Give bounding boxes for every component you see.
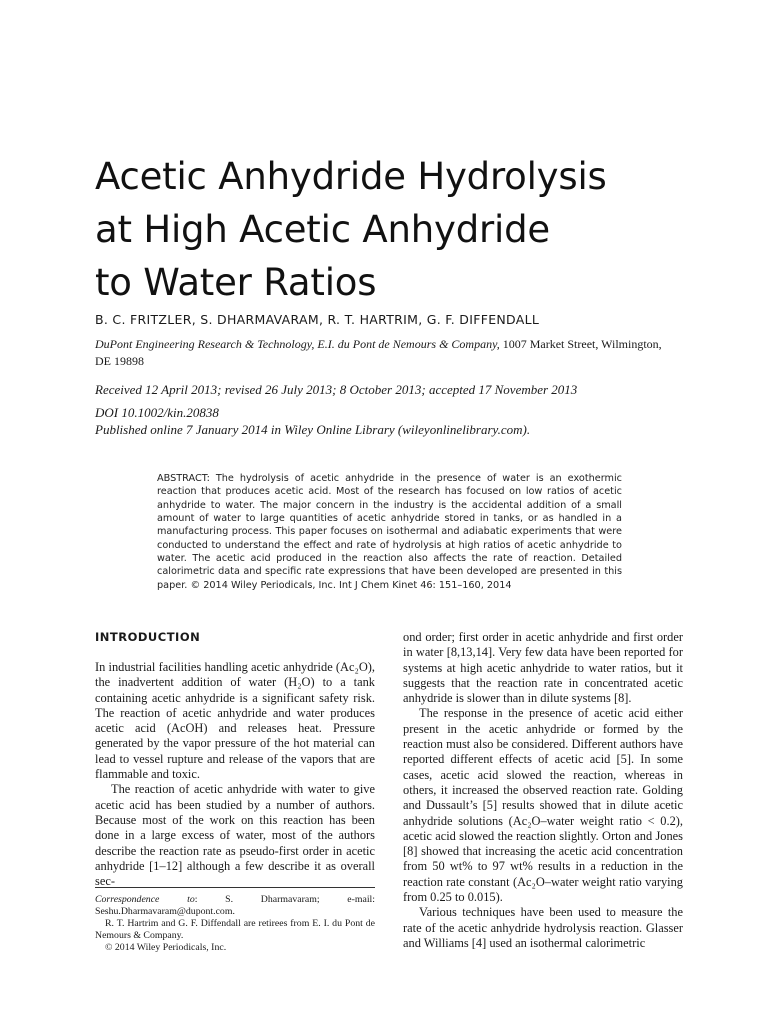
affiliation-institution: DuPont Engineering Research & Technology, E.I. du Pont de Nemours & Company,: [95, 337, 503, 351]
paragraph: In industrial facilities handling acetic anhydride (Ac₂O), the inadvertent addition of water (H₂O) to a tank containing acetic anhydride is a significant safety risk. The reaction of acetic anhydride and water produces acetic acid (AcOH) and releases heat. Pressure generated by the vapor pressure of the hot material can lead to vessel rupture and release of the vapors that are flammable and toxic.: [95, 660, 375, 782]
footnote-retirees: R. T. Hartrim and G. F. Diffendall are retirees from E. I. du Pont de Nemours & Company.: [95, 918, 375, 941]
footnote-copyright: © 2014 Wiley Periodicals, Inc.: [105, 942, 227, 953]
doi: DOI 10.1002/kin.20838: [95, 405, 219, 420]
paragraph: Various techniques have been used to measure the rate of the acetic anhydride hydrolysis reaction. Glasser and Williams [4] used an isothermal calorimetric: [403, 905, 683, 950]
footnotes: [95, 887, 375, 954]
affiliation: [95, 336, 675, 370]
received-dates: Received 12 April 2013; revised 26 July 2013; 8 October 2013; accepted 17 November 2013: [95, 382, 578, 397]
published-online: Published online 7 January 2014 in Wiley Online Library (wileyonlinelibrary.com).: [95, 422, 531, 437]
author-list: B. C. FRITZLER, S. DHARMAVARAM, R. T. HARTRIM, G. F. DIFFENDALL: [95, 312, 540, 327]
affiliation-address: 1007 Market Street, Wilmington, DE 19898: [95, 337, 662, 368]
correspondence-label: Correspondence to: [95, 894, 195, 905]
article-title: [95, 150, 715, 309]
title-line-2: at High Acetic Anhydride: [95, 208, 550, 251]
abstract: ABSTRACT: The hydrolysis of acetic anhydride in the presence of water is an exothermic reaction that produces acetic acid. Most of the research has focused on low ratios of acetic anhydride to water. The major concern in the industry is the accidental addition of a small amount of water to large quantities of acetic anhydride stored in tanks, or as handled in a manufacturing process. This paper focuses on isothermal and adiabatic experiments that were conducted to understand the effect and rate of hydrolysis at high ratios of acetic anhydride to water. The acetic acid produced in the reaction also affects the rate of reaction. Detailed calorimetric data and specific rate expressions that have been developed are presented in this paper. © 2014 Wiley Periodicals, Inc. Int J Chem Kinet 46: 151–160, 2014: [157, 473, 622, 591]
left-column: [95, 630, 375, 889]
paragraph: The response in the presence of acetic acid either present in the acetic anhydride or formed by the reaction must also be considered. Different authors have reported different effects of acetic acid [5]. In some cases, acetic acid slowed the reaction, whereas in others, it increased the observed reaction rate. Golding and Dussault’s [5] results showed that in dilute acetic anhydride solutions (Ac₂O–water weight ratio < 0.2), acetic acid slowed the reaction slightly. Orton and Jones [8] showed that increasing the acetic acid concentration from 50 wt% to 97 wt% results in a reduction in the reaction rate constant (Ac₂O–water weight ratio varying from 0.25 to 0.015).: [403, 706, 683, 905]
paragraph: ond order; first order in acetic anhydride and first order in water [8,13,14]. Very few data have been reported for systems at high acetic anhydride to water ratios, but it suggests that the reaction rate in concentrated acetic anhydride is slower than in dilute systems [8].: [403, 630, 683, 706]
right-column: [403, 630, 683, 951]
section-heading: INTRODUCTION: [95, 630, 201, 644]
correspondence-text: : S. Dharmavaram; e-mail: Seshu.Dharmavaram@dupont.com.: [95, 894, 375, 917]
title-line-1: Acetic Anhydride Hydrolysis: [95, 155, 607, 198]
title-line-3: to Water Ratios: [95, 261, 377, 304]
footnote-correspondence: [95, 894, 375, 918]
paragraph: The reaction of acetic anhydride with water to give acetic acid has been studied by a number of authors. Because most of the work on this reaction has been done in a large excess of water, most of the authors describe the reaction rate as pseudo-first order in acetic anhydride [1–12] although a few describe it as overall sec-: [95, 782, 375, 889]
